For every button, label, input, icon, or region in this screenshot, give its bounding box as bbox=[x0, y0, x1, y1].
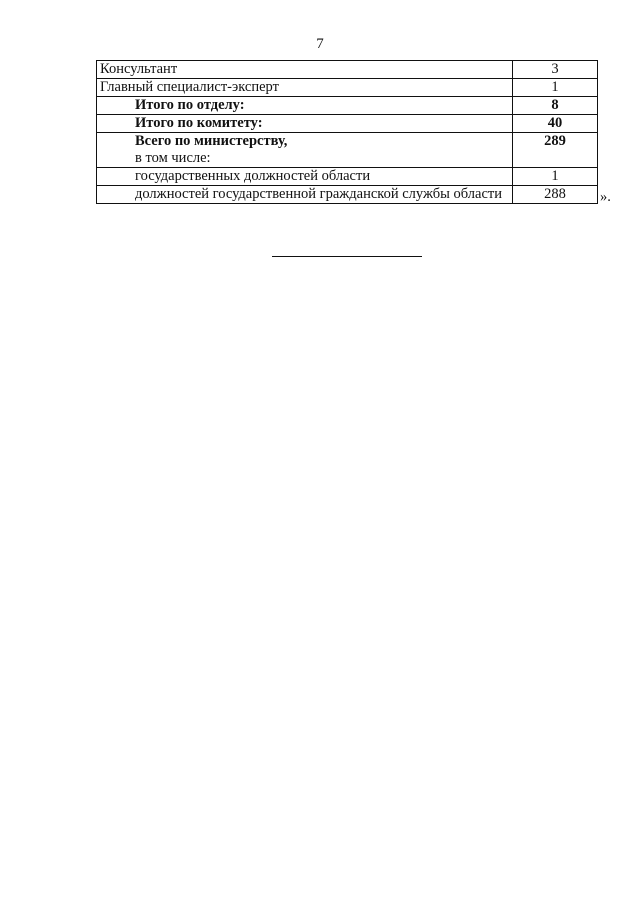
row-value: 1 bbox=[513, 79, 598, 97]
row-label: Главный специалист-эксперт bbox=[97, 79, 513, 97]
row-label: должностей государственной гражданской службы области bbox=[97, 186, 513, 204]
row-value: 1 bbox=[513, 168, 598, 186]
ministry-total-value: 289 bbox=[513, 133, 598, 168]
table-row bbox=[97, 115, 598, 133]
ministry-total-cell bbox=[97, 133, 513, 168]
divider-line bbox=[272, 256, 422, 257]
row-value: 288 bbox=[513, 186, 598, 204]
staff-table bbox=[96, 60, 598, 204]
row-label: государственных должностей области bbox=[97, 168, 513, 186]
row-value: 3 bbox=[513, 61, 598, 79]
committee-total-value: 40 bbox=[513, 115, 598, 133]
closing-quote: ». bbox=[600, 189, 611, 205]
department-total-label: Итого по отделу: bbox=[97, 97, 513, 115]
table-row bbox=[97, 186, 598, 204]
table-row bbox=[97, 133, 598, 168]
table-row bbox=[97, 97, 598, 115]
ministry-including-label: в том числе: bbox=[135, 150, 211, 166]
table-row bbox=[97, 168, 598, 186]
ministry-total-label: Всего по министерству, bbox=[135, 133, 288, 149]
committee-total-label: Итого по комитету: bbox=[97, 115, 513, 133]
table-row bbox=[97, 79, 598, 97]
page-number: 7 bbox=[316, 36, 324, 52]
department-total-value: 8 bbox=[513, 97, 598, 115]
table-row bbox=[97, 61, 598, 79]
row-label: Консультант bbox=[97, 61, 513, 79]
